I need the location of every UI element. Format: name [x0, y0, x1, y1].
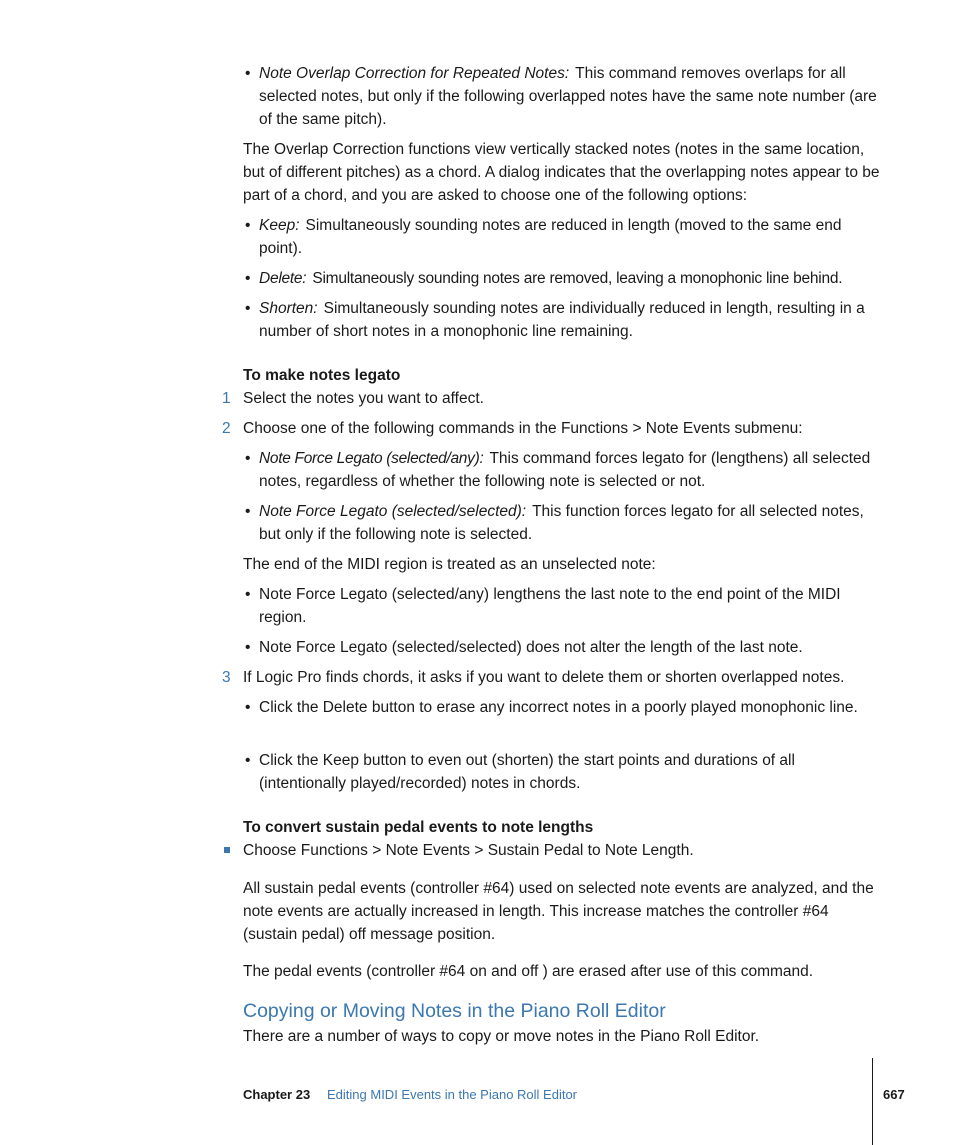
command-legato-any [259, 447, 883, 493]
bullet-text: This command removes overlaps for all selected notes, but only if the following overlapped notes have the same note number (are of the same pitch). [259, 65, 877, 128]
command-term: Note Force Legato (selected/any): [259, 450, 484, 467]
option-shorten [259, 297, 883, 343]
step-number: 1 [222, 390, 231, 407]
footer-chapter: Chapter 23 [243, 1087, 311, 1102]
chord-bullet: Click the Keep button to even out (shorten) the start points and durations of all (intentionally played/recorded) notes in chords. [259, 752, 795, 792]
option-text: Simultaneously sounding notes are reduced in length (moved to the same end point). [259, 217, 842, 257]
command-text: This function forces legato for all selected notes, but only if the following note is selected. [259, 503, 864, 543]
end-bullet: Note Force Legato (selected/selected) does not alter the length of the last note. [259, 639, 803, 656]
bullet-dot: • [245, 450, 251, 467]
command-text: This command forces legato for (lengthens) all selected notes, regardless of whether the following note is selected or not. [259, 450, 871, 490]
section-intro: There are a number of ways to copy or move notes in the Piano Roll Editor. [243, 1028, 760, 1045]
sustain-step: Choose Functions > Note Events > Sustain Pedal to Note Length. [243, 842, 694, 859]
bullet-dot: • [245, 586, 251, 603]
bullet-dot: • [245, 300, 251, 317]
overlap-paragraph: The Overlap Correction functions view vertically stacked notes (notes in the same location, but of different pitches) as a chord. A dialog indicates that the overlapping notes appear to be part of a chord, and you are asked to choose one of the following options: [243, 141, 880, 204]
sustain-paragraph: The pedal events (controller #64 on and off ) are erased after use of this command. [243, 963, 814, 980]
option-keep [259, 214, 883, 260]
option-term: Delete: [259, 270, 307, 287]
bullet-dot: • [245, 639, 251, 656]
bullet-dot: • [245, 503, 251, 520]
command-term: Note Force Legato (selected/selected): [259, 503, 527, 520]
section-title: Copying or Moving Notes in the Piano Roll Editor [243, 1000, 666, 1022]
option-term: Shorten: [259, 300, 318, 317]
bullet-dot: • [245, 752, 251, 769]
square-bullet-icon [224, 847, 230, 853]
end-of-region-paragraph: The end of the MIDI region is treated as an unselected note: [243, 556, 656, 573]
bullet-dot: • [245, 699, 251, 716]
chord-bullet: Click the Delete button to erase any incorrect notes in a poorly played monophonic line. [259, 699, 858, 716]
step-number: 2 [222, 420, 231, 437]
bullet-dot: • [245, 217, 251, 234]
end-bullet: Note Force Legato (selected/any) lengthens the last note to the end point of the MIDI region. [259, 586, 841, 626]
step-text: If Logic Pro finds chords, it asks if you want to delete them or shorten overlapped notes. [243, 669, 845, 686]
option-delete [259, 267, 883, 290]
footer-divider [872, 1058, 873, 1145]
option-text: Simultaneously sounding notes are removed, leaving a monophonic line behind. [312, 270, 843, 287]
step-number: 3 [222, 669, 231, 686]
option-term: Keep: [259, 217, 300, 234]
step-text: Choose one of the following commands in the Functions > Note Events submenu: [243, 420, 803, 437]
bullet-dot: • [245, 270, 251, 287]
bullet-dot: • [245, 65, 251, 82]
command-legato-selected [259, 500, 883, 546]
sustain-paragraph: All sustain pedal events (controller #64) used on selected note events are analyzed, and the note events are actually increased in length. This increase matches the controller #64 (sustain pedal) off message position. [243, 880, 874, 943]
footer-chapter-title: Editing MIDI Events in the Piano Roll Editor [327, 1087, 578, 1102]
step-text: Select the notes you want to affect. [243, 390, 484, 407]
option-text: Simultaneously sounding notes are individually reduced in length, resulting in a number of short notes in a monophonic line remaining. [259, 300, 865, 340]
overlap-correction-bullet [259, 62, 883, 131]
page-number: 667 [883, 1087, 905, 1102]
sustain-heading: To convert sustain pedal events to note lengths [243, 819, 594, 836]
bullet-term: Note Overlap Correction for Repeated Notes: [259, 65, 570, 82]
legato-heading: To make notes legato [243, 367, 401, 384]
